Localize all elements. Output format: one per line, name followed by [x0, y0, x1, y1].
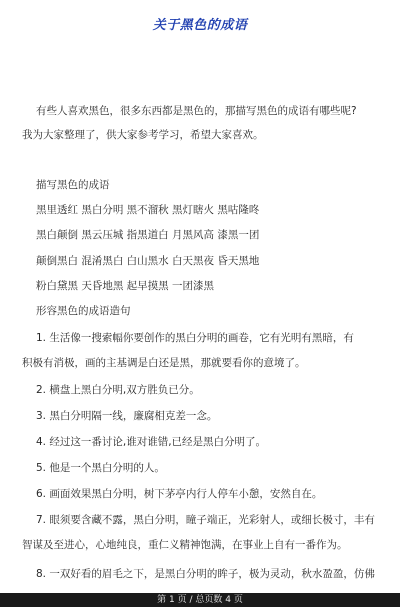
sentence-4	[36, 434, 266, 449]
sentence-number: 1.	[36, 332, 47, 344]
sentence-7	[36, 512, 375, 527]
section1-heading: 描写黑色的成语	[36, 179, 110, 191]
sentence-text: 黑白分明隔一线，廉腐相克差一念。	[49, 410, 218, 422]
sentence-5	[36, 460, 165, 475]
sentence-number: 3.	[36, 410, 47, 422]
section2-heading: 形容黑色的成语造句	[36, 305, 131, 317]
idiom-row: 粉白黛黑 天昏地黑 起早摸黑 一团漆黑	[36, 280, 215, 292]
sentence-2	[36, 382, 200, 397]
sentence-7-cont: 智谋及至进心，心地纯良，重仁义精神饱满，在事业上自有一番作为。	[22, 539, 348, 551]
sentence-number: 4.	[36, 436, 47, 448]
sentence-text: 画面效果黑白分明，树下茅亭内行人停车小憩，安然自在。	[49, 488, 323, 500]
intro-line-1: 有些人喜欢黑色，很多东西都是黑色的，那描写黑色的成语有哪些呢?	[36, 105, 357, 117]
intro-line-2: 我为大家整理了，供大家参考学习，希望大家喜欢。	[22, 129, 264, 141]
sentence-3	[36, 408, 217, 423]
idiom-row: 黑里透红 黑白分明 黑不溜秋 黑灯瞎火 黑咕隆咚	[36, 204, 260, 216]
page-title: 关于黑色的成语	[152, 18, 248, 33]
sentence-number: 5.	[36, 462, 47, 474]
sentence-number: 2.	[36, 384, 47, 396]
sentence-number: 7.	[36, 514, 47, 526]
sentence-text: 他是一个黑白分明的人。	[49, 462, 165, 474]
sentence-text: 横盘上黑白分明,双方胜负已分。	[49, 384, 200, 396]
sentence-text: 经过这一番讨论,谁对谁错,已经是黑白分明了。	[49, 436, 267, 448]
sentence-text: 一双好看的眉毛之下，是黑白分明的眸子，极为灵动，秋水盈盈，仿佛	[49, 568, 375, 580]
sentence-1	[36, 330, 354, 345]
idiom-row: 黑白颠倒 黑云压城 指黑道白 月黑风高 漆黑一团	[36, 229, 260, 241]
sentence-1-cont: 积极有消极，画的主基调是白还是黑，那就要看你的意境了。	[22, 357, 306, 369]
idiom-row: 颠倒黑白 混淆黑白 白山黑水 白天黑夜 昏天黑地	[36, 255, 260, 267]
page-footer: 第 1 页 / 总页数 4 页	[0, 593, 400, 607]
sentence-6	[36, 486, 322, 501]
sentence-8	[36, 566, 375, 581]
sentence-number: 6.	[36, 488, 47, 500]
sentence-number: 8.	[36, 568, 47, 580]
sentence-text: 生活像一搜索幅你要创作的黑白分明的画卷，它有光明有黑暗，有	[49, 332, 354, 344]
sentence-text: 眼须要含藏不露，黑白分明，瞳子端正，光彩射人，或细长极寸，丰有	[49, 514, 375, 526]
